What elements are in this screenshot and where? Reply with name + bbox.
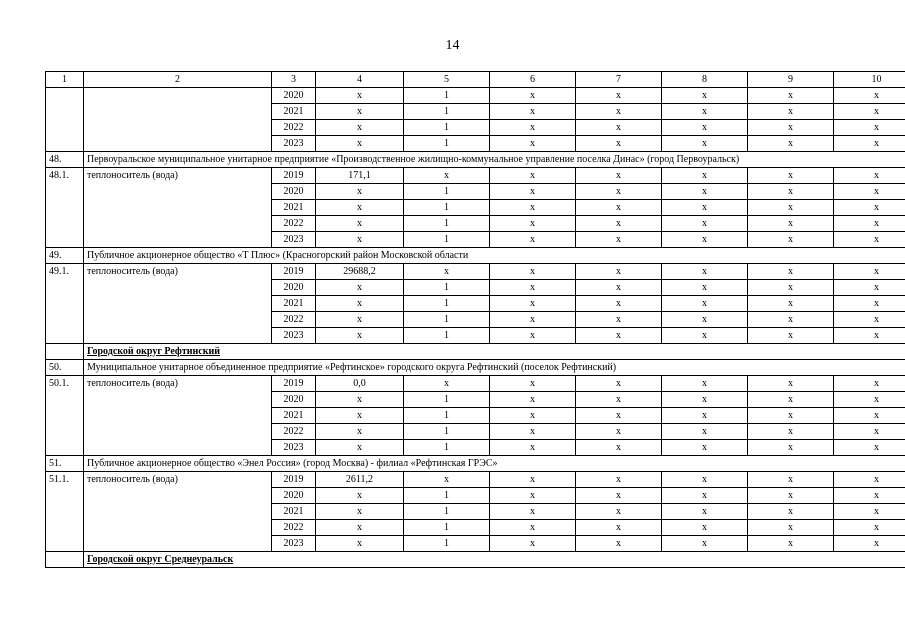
- value-cell: х: [576, 184, 662, 200]
- value-cell: х: [662, 488, 748, 504]
- item-name: [84, 232, 272, 248]
- value-cell: х: [316, 328, 404, 344]
- column-header: 10: [834, 72, 905, 88]
- value-cell: х: [490, 168, 576, 184]
- column-header: 3: [272, 72, 316, 88]
- item-name: [84, 328, 272, 344]
- year-cell: 2020: [272, 184, 316, 200]
- value-cell: 1: [404, 184, 490, 200]
- name-cell: [84, 104, 272, 120]
- column-header: 1: [46, 72, 84, 88]
- value-cell: х: [576, 296, 662, 312]
- value-cell: х: [662, 520, 748, 536]
- value-cell: х: [404, 376, 490, 392]
- value-cell: х: [316, 296, 404, 312]
- value-cell: х: [834, 520, 905, 536]
- year-cell: 2022: [272, 216, 316, 232]
- value-cell: х: [662, 296, 748, 312]
- item-name: [84, 392, 272, 408]
- item-name: [84, 488, 272, 504]
- value-cell: х: [576, 328, 662, 344]
- organization-name: Муниципальное унитарное объединенное предприятие «Рефтинское» городского округа Рефтинский (поселок Рефтинский): [84, 360, 905, 376]
- table-row: [46, 520, 905, 536]
- value-cell: х: [316, 104, 404, 120]
- value-cell: х: [576, 312, 662, 328]
- value-cell: х: [748, 232, 834, 248]
- value-cell: х: [490, 184, 576, 200]
- table-row: [46, 120, 905, 136]
- value-cell: х: [662, 88, 748, 104]
- value-cell: 1: [404, 488, 490, 504]
- value-cell: х: [662, 264, 748, 280]
- value-cell: х: [576, 136, 662, 152]
- value-cell: х: [490, 392, 576, 408]
- value-cell: х: [490, 296, 576, 312]
- value-cell: 1: [404, 440, 490, 456]
- organization-name: Публичное акционерное общество «Энел Россия» (город Москва) - филиал «Рефтинская ГРЭС»: [84, 456, 905, 472]
- value-cell: 1: [404, 136, 490, 152]
- value-cell: х: [662, 424, 748, 440]
- value-cell: х: [748, 440, 834, 456]
- table-row: [46, 232, 905, 248]
- year-cell: 2023: [272, 328, 316, 344]
- value-cell: х: [490, 280, 576, 296]
- value-cell: 1: [404, 280, 490, 296]
- item-name: [84, 280, 272, 296]
- value-cell: х: [404, 264, 490, 280]
- value-cell: х: [748, 376, 834, 392]
- value-cell: 1: [404, 408, 490, 424]
- table-row: [46, 536, 905, 552]
- item-number: [46, 328, 84, 344]
- table-row: [46, 440, 905, 456]
- value-cell: х: [490, 376, 576, 392]
- value-cell: х: [748, 536, 834, 552]
- value-cell: х: [576, 88, 662, 104]
- value-cell: х: [834, 392, 905, 408]
- value-cell: х: [490, 216, 576, 232]
- value-cell: х: [834, 120, 905, 136]
- value-cell: х: [490, 472, 576, 488]
- column-header: 7: [576, 72, 662, 88]
- value-cell: х: [748, 504, 834, 520]
- value-cell: х: [576, 232, 662, 248]
- table-row: [46, 408, 905, 424]
- year-cell: 2019: [272, 168, 316, 184]
- year-cell: 2021: [272, 504, 316, 520]
- section-title-text: Городской округ Среднеуральск: [87, 553, 234, 565]
- table-row: [46, 184, 905, 200]
- value-cell: х: [490, 440, 576, 456]
- table-row: [46, 136, 905, 152]
- section-number: [46, 344, 84, 360]
- value-cell: х: [316, 312, 404, 328]
- year-cell: 2022: [272, 520, 316, 536]
- value-cell: х: [662, 328, 748, 344]
- item-name: [84, 200, 272, 216]
- value-cell: х: [748, 184, 834, 200]
- value-cell: х: [576, 200, 662, 216]
- column-header: 6: [490, 72, 576, 88]
- value-cell: 0,0: [316, 376, 404, 392]
- value-cell: х: [316, 392, 404, 408]
- value-cell: х: [490, 312, 576, 328]
- section-row: [46, 344, 905, 360]
- value-cell: х: [748, 472, 834, 488]
- value-cell: х: [316, 120, 404, 136]
- value-cell: 171,1: [316, 168, 404, 184]
- item-number: [46, 520, 84, 536]
- value-cell: х: [834, 488, 905, 504]
- value-cell: х: [490, 488, 576, 504]
- value-cell: х: [748, 88, 834, 104]
- year-cell: 2020: [272, 280, 316, 296]
- value-cell: х: [662, 104, 748, 120]
- value-cell: х: [404, 472, 490, 488]
- organization-row: [46, 152, 905, 168]
- value-cell: х: [834, 536, 905, 552]
- section-number: [46, 552, 84, 568]
- value-cell: х: [662, 376, 748, 392]
- value-cell: х: [834, 328, 905, 344]
- year-cell: 2023: [272, 232, 316, 248]
- value-cell: х: [576, 536, 662, 552]
- value-cell: 1: [404, 120, 490, 136]
- value-cell: х: [490, 520, 576, 536]
- table-row: [46, 104, 905, 120]
- column-header: 2: [84, 72, 272, 88]
- table-row: [46, 312, 905, 328]
- value-cell: х: [404, 168, 490, 184]
- value-cell: х: [662, 440, 748, 456]
- value-cell: х: [834, 424, 905, 440]
- value-cell: х: [834, 216, 905, 232]
- value-cell: х: [576, 424, 662, 440]
- value-cell: х: [748, 280, 834, 296]
- value-cell: х: [748, 120, 834, 136]
- value-cell: 1: [404, 88, 490, 104]
- name-cell: [84, 136, 272, 152]
- value-cell: 1: [404, 536, 490, 552]
- table-row: [46, 168, 905, 184]
- table-row: [46, 264, 905, 280]
- table-row: [46, 216, 905, 232]
- item-number: [46, 216, 84, 232]
- value-cell: 1: [404, 312, 490, 328]
- year-cell: 2023: [272, 440, 316, 456]
- year-cell: 2020: [272, 392, 316, 408]
- value-cell: 2611,2: [316, 472, 404, 488]
- tariff-table: [45, 71, 905, 568]
- value-cell: х: [316, 520, 404, 536]
- value-cell: х: [490, 408, 576, 424]
- value-cell: х: [834, 504, 905, 520]
- number-cell: [46, 88, 84, 104]
- value-cell: х: [748, 168, 834, 184]
- value-cell: х: [490, 264, 576, 280]
- value-cell: х: [662, 120, 748, 136]
- item-name: теплоноситель (вода): [84, 264, 272, 280]
- value-cell: 1: [404, 232, 490, 248]
- value-cell: х: [316, 136, 404, 152]
- value-cell: х: [316, 440, 404, 456]
- organization-row: [46, 456, 905, 472]
- item-name: [84, 440, 272, 456]
- value-cell: х: [662, 232, 748, 248]
- value-cell: х: [576, 216, 662, 232]
- value-cell: х: [662, 184, 748, 200]
- table-row: [46, 280, 905, 296]
- value-cell: х: [316, 232, 404, 248]
- value-cell: х: [490, 200, 576, 216]
- number-cell: [46, 136, 84, 152]
- value-cell: 1: [404, 328, 490, 344]
- value-cell: х: [576, 504, 662, 520]
- value-cell: х: [748, 200, 834, 216]
- value-cell: х: [576, 440, 662, 456]
- value-cell: х: [490, 328, 576, 344]
- table-row: [46, 472, 905, 488]
- organization-number: 49.: [46, 248, 84, 264]
- item-number: 50.1.: [46, 376, 84, 392]
- value-cell: х: [662, 136, 748, 152]
- value-cell: х: [576, 280, 662, 296]
- item-number: [46, 232, 84, 248]
- organization-name: Первоуральское муниципальное унитарное предприятие «Производственное жилищно-коммунальное управление поселка Динас» (город Первоуральск): [84, 152, 905, 168]
- value-cell: х: [662, 504, 748, 520]
- year-cell: 2021: [272, 296, 316, 312]
- year-cell: 2021: [272, 104, 316, 120]
- value-cell: х: [576, 520, 662, 536]
- value-cell: 1: [404, 424, 490, 440]
- value-cell: х: [316, 88, 404, 104]
- value-cell: х: [490, 504, 576, 520]
- year-cell: 2019: [272, 472, 316, 488]
- column-header: 5: [404, 72, 490, 88]
- value-cell: х: [490, 136, 576, 152]
- value-cell: х: [662, 280, 748, 296]
- value-cell: х: [748, 408, 834, 424]
- item-name: [84, 536, 272, 552]
- value-cell: х: [662, 392, 748, 408]
- section-row: [46, 552, 905, 568]
- item-number: [46, 296, 84, 312]
- value-cell: х: [316, 408, 404, 424]
- item-number: [46, 488, 84, 504]
- value-cell: х: [834, 136, 905, 152]
- value-cell: х: [576, 408, 662, 424]
- name-cell: [84, 120, 272, 136]
- value-cell: х: [662, 216, 748, 232]
- value-cell: 1: [404, 104, 490, 120]
- item-name: [84, 184, 272, 200]
- item-name: теплоноситель (вода): [84, 472, 272, 488]
- table-row: [46, 200, 905, 216]
- value-cell: х: [316, 216, 404, 232]
- organization-number: 50.: [46, 360, 84, 376]
- year-cell: 2021: [272, 408, 316, 424]
- item-name: [84, 504, 272, 520]
- year-cell: 2022: [272, 312, 316, 328]
- value-cell: х: [576, 264, 662, 280]
- value-cell: 1: [404, 216, 490, 232]
- column-header: 4: [316, 72, 404, 88]
- item-number: [46, 504, 84, 520]
- value-cell: х: [576, 488, 662, 504]
- value-cell: х: [316, 280, 404, 296]
- value-cell: х: [748, 296, 834, 312]
- value-cell: х: [662, 312, 748, 328]
- value-cell: х: [662, 472, 748, 488]
- year-cell: 2022: [272, 120, 316, 136]
- year-cell: 2021: [272, 200, 316, 216]
- value-cell: х: [748, 104, 834, 120]
- value-cell: х: [834, 104, 905, 120]
- value-cell: х: [316, 504, 404, 520]
- item-name: теплоноситель (вода): [84, 376, 272, 392]
- number-cell: [46, 120, 84, 136]
- header-row: [46, 72, 905, 88]
- value-cell: х: [316, 424, 404, 440]
- item-name: [84, 520, 272, 536]
- section-title-text: Городской округ Рефтинский: [87, 345, 220, 357]
- table-row: [46, 504, 905, 520]
- value-cell: х: [576, 168, 662, 184]
- value-cell: х: [834, 184, 905, 200]
- value-cell: 1: [404, 520, 490, 536]
- value-cell: х: [490, 424, 576, 440]
- table-row: [46, 296, 905, 312]
- item-number: [46, 440, 84, 456]
- value-cell: х: [316, 488, 404, 504]
- item-number: [46, 184, 84, 200]
- item-number: [46, 408, 84, 424]
- year-cell: 2019: [272, 376, 316, 392]
- value-cell: х: [834, 88, 905, 104]
- value-cell: х: [834, 232, 905, 248]
- value-cell: х: [834, 408, 905, 424]
- value-cell: х: [834, 264, 905, 280]
- value-cell: х: [748, 520, 834, 536]
- item-name: [84, 424, 272, 440]
- value-cell: х: [834, 280, 905, 296]
- value-cell: х: [748, 488, 834, 504]
- value-cell: х: [662, 408, 748, 424]
- year-cell: 2023: [272, 136, 316, 152]
- year-cell: 2020: [272, 88, 316, 104]
- value-cell: 29688,2: [316, 264, 404, 280]
- table-row: [46, 376, 905, 392]
- value-cell: х: [748, 328, 834, 344]
- value-cell: 1: [404, 296, 490, 312]
- value-cell: х: [662, 168, 748, 184]
- column-header: 9: [748, 72, 834, 88]
- item-number: 48.1.: [46, 168, 84, 184]
- table-row: [46, 392, 905, 408]
- organization-row: [46, 248, 905, 264]
- value-cell: х: [748, 392, 834, 408]
- value-cell: х: [576, 472, 662, 488]
- value-cell: х: [748, 136, 834, 152]
- value-cell: х: [576, 376, 662, 392]
- table-row: [46, 424, 905, 440]
- section-title: [84, 552, 905, 568]
- item-name: [84, 296, 272, 312]
- item-number: 49.1.: [46, 264, 84, 280]
- value-cell: х: [748, 264, 834, 280]
- organization-number: 51.: [46, 456, 84, 472]
- value-cell: х: [576, 120, 662, 136]
- year-cell: 2019: [272, 264, 316, 280]
- value-cell: х: [316, 536, 404, 552]
- item-number: [46, 280, 84, 296]
- item-name: [84, 408, 272, 424]
- value-cell: х: [834, 472, 905, 488]
- item-number: [46, 424, 84, 440]
- page-number: 14: [445, 38, 460, 53]
- table-row: [46, 488, 905, 504]
- organization-row: [46, 360, 905, 376]
- organization-name: Публичное акционерное общество «Т Плюс» (Красногорский район Московской области: [84, 248, 905, 264]
- name-cell: [84, 88, 272, 104]
- table-row: [46, 88, 905, 104]
- year-cell: 2022: [272, 424, 316, 440]
- value-cell: х: [834, 168, 905, 184]
- value-cell: х: [490, 120, 576, 136]
- value-cell: х: [748, 424, 834, 440]
- value-cell: х: [490, 88, 576, 104]
- item-number: [46, 312, 84, 328]
- value-cell: 1: [404, 392, 490, 408]
- item-name: [84, 312, 272, 328]
- value-cell: х: [834, 312, 905, 328]
- value-cell: х: [576, 104, 662, 120]
- value-cell: х: [834, 200, 905, 216]
- item-number: 51.1.: [46, 472, 84, 488]
- item-name: [84, 216, 272, 232]
- column-header: 8: [662, 72, 748, 88]
- item-name: теплоноситель (вода): [84, 168, 272, 184]
- value-cell: х: [490, 104, 576, 120]
- value-cell: х: [662, 536, 748, 552]
- value-cell: х: [576, 392, 662, 408]
- value-cell: х: [490, 536, 576, 552]
- value-cell: х: [834, 296, 905, 312]
- value-cell: 1: [404, 200, 490, 216]
- number-cell: [46, 104, 84, 120]
- year-cell: 2020: [272, 488, 316, 504]
- value-cell: х: [316, 184, 404, 200]
- value-cell: х: [748, 216, 834, 232]
- value-cell: 1: [404, 504, 490, 520]
- section-title: [84, 344, 905, 360]
- organization-number: 48.: [46, 152, 84, 168]
- value-cell: х: [662, 200, 748, 216]
- item-number: [46, 536, 84, 552]
- item-number: [46, 392, 84, 408]
- value-cell: х: [490, 232, 576, 248]
- value-cell: х: [748, 312, 834, 328]
- table-row: [46, 328, 905, 344]
- value-cell: х: [834, 376, 905, 392]
- item-number: [46, 200, 84, 216]
- value-cell: х: [834, 440, 905, 456]
- year-cell: 2023: [272, 536, 316, 552]
- value-cell: х: [316, 200, 404, 216]
